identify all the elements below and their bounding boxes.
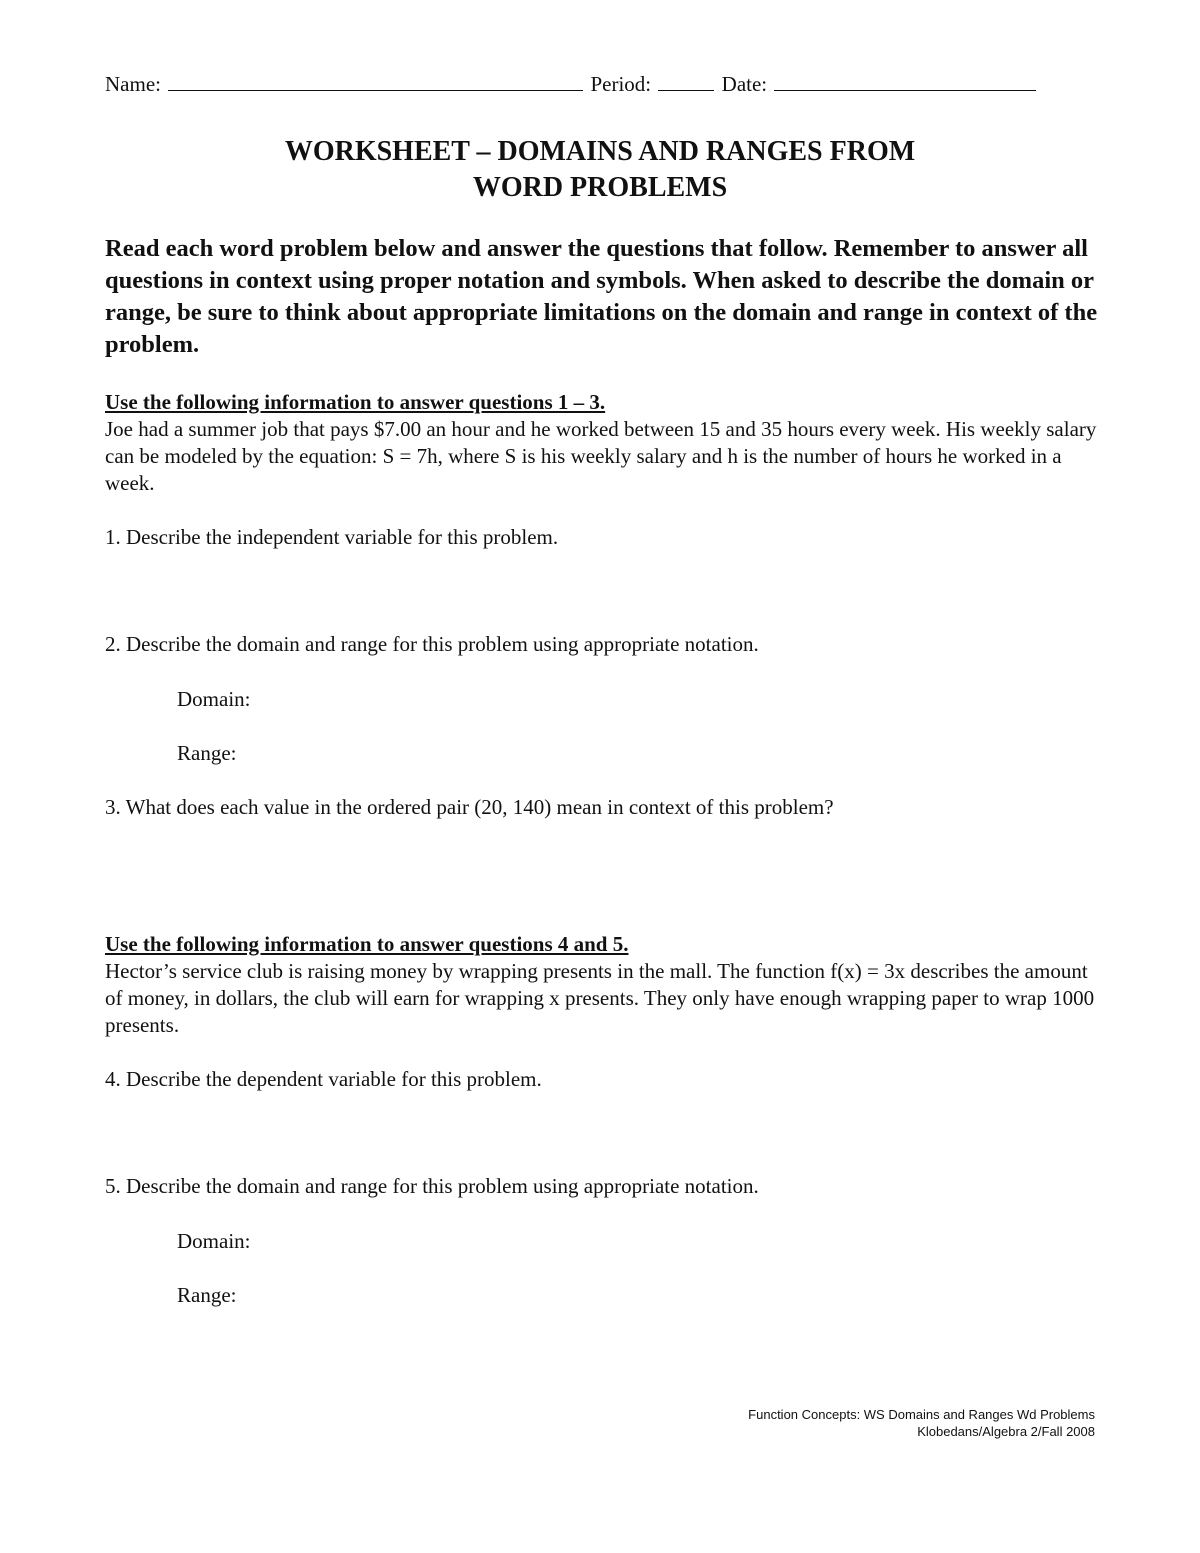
date-label: Date:	[721, 72, 768, 96]
question-5-domain-label: Domain:	[177, 1229, 251, 1253]
date-blank	[774, 72, 1036, 91]
name-blank	[168, 72, 583, 91]
section1-heading: Use the following information to answer questions 1 – 3.	[105, 390, 606, 414]
question-5-range-label: Range:	[177, 1283, 237, 1307]
footer-line1: Function Concepts: WS Domains and Ranges Wd Problems	[748, 1407, 1095, 1422]
question-3: 3. What does each value in the ordered pair (20, 140) mean in context of this problem?	[105, 795, 834, 819]
student-info-line	[105, 72, 1095, 97]
section2-heading: Use the following information to answer questions 4 and 5.	[105, 932, 629, 956]
worksheet-title-line2: WORD PROBLEMS	[472, 172, 728, 203]
question-2: 2. Describe the domain and range for this problem using appropriate notation.	[105, 632, 759, 656]
question-4: 4. Describe the dependent variable for this problem.	[105, 1067, 542, 1091]
section2-text: Hector’s service club is raising money by wrapping presents in the mall. The function f(x) = 3x describes the amount of money, in dollars, the club will earn for wrapping x presents. They only have enough wrapping paper to wrap 1000 presents.	[105, 959, 1095, 1037]
footer-line2: Klobedans/Algebra 2/Fall 2008	[917, 1424, 1095, 1439]
name-label: Name:	[105, 72, 161, 96]
instructions: Read each word problem below and answer the questions that follow. Remember to answer all questions in context using proper notation and symbols. When asked to describe the domain or range, be sure to think about appropriate limitations on the domain and range in context of the problem.	[105, 235, 1098, 358]
section1-text: Joe had a summer job that pays $7.00 an hour and he worked between 15 and 35 hours every week. His weekly salary can be modeled by the equation: S = 7h, where S is his weekly salary and h is the number of hours he worked in a week.	[105, 417, 1097, 495]
footer	[748, 1406, 1095, 1440]
question-2-domain-label: Domain:	[177, 687, 251, 711]
period-blank	[658, 72, 714, 91]
period-label: Period:	[590, 72, 652, 96]
question-1: 1. Describe the independent variable for this problem.	[105, 525, 559, 549]
worksheet-title-line1: WORKSHEET – DOMAINS AND RANGES FROM	[284, 136, 916, 167]
question-2-range-label: Range:	[177, 741, 237, 765]
question-5: 5. Describe the domain and range for this problem using appropriate notation.	[105, 1174, 759, 1198]
